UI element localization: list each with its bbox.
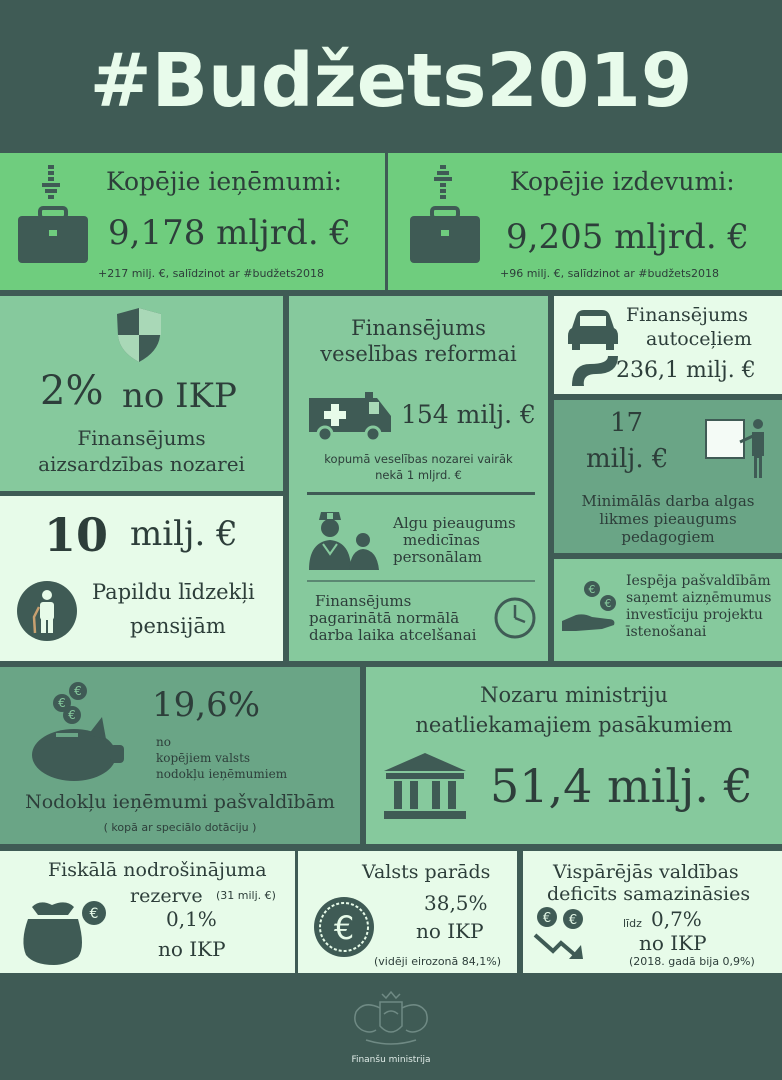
revenue-note: +217 milj. €, salīdzinot ar #budžets2018 (98, 267, 324, 280)
ministries-line2: neatliekamajiem pasākumiem (415, 713, 733, 737)
tax-panel (0, 667, 360, 844)
shield-icon (114, 306, 164, 364)
deficit-line2: deficīts samazināsies (547, 883, 751, 905)
teachers-number: 17 (610, 408, 644, 438)
debt-note: (vidēji eirozonā 84,1%) (374, 955, 501, 968)
divider (307, 492, 535, 495)
euro-symbol: € (333, 909, 355, 947)
fiscal-note: (31 milj. €) (216, 889, 276, 902)
municipal-loans-panel (554, 559, 782, 661)
defense-panel (0, 296, 283, 491)
expenditure-note: +96 milj. €, salīdzinot ar #budžets2018 (500, 267, 719, 280)
defense-pct: 2% (40, 368, 104, 414)
health-title-2: veselības reformai (320, 342, 517, 366)
divider (307, 580, 535, 582)
pensions-line2: pensijām (130, 614, 226, 638)
briefcase-icon (18, 208, 88, 263)
teachers-panel (554, 400, 782, 553)
deficit-panel (523, 851, 782, 973)
roads-line2: autoceļiem (646, 328, 752, 350)
loans-line4: īstenošanai (626, 624, 707, 640)
svg-text:€: € (89, 906, 99, 922)
loans-line1: Iespēja pašvaldībām (626, 573, 771, 589)
nurse-icon (305, 510, 383, 570)
tax-label: Nodokļu ieņēmumi pašvaldībām (25, 791, 335, 813)
fiscal-pct: 0,1% (166, 907, 217, 931)
medical-line3: personālam (393, 548, 482, 566)
clock-icon (493, 596, 537, 640)
health-note-2: nekā 1 mljrd. € (375, 468, 462, 482)
defense-line2: aizsardzības nozarei (38, 452, 245, 476)
pensions-panel (0, 496, 283, 661)
coat-of-arms-icon (346, 990, 436, 1050)
ministry-name: Finanšu ministrija (351, 1055, 431, 1065)
revenue-panel (0, 153, 385, 290)
fiscal-unit: no IKP (158, 937, 226, 961)
medical-line1: Algu pieaugums (393, 514, 516, 532)
svg-text:€: € (604, 597, 612, 610)
svg-text:€: € (568, 913, 578, 928)
teachers-line2: likmes pieaugums (599, 510, 737, 528)
health-title-1: Finansējums (351, 316, 486, 340)
revenue-label: Kopējie ieņēmumi: (106, 167, 342, 196)
purse-icon (22, 897, 112, 965)
deficit-prefix: līdz (623, 917, 642, 930)
ministries-line1: Nozaru ministriju (480, 683, 668, 707)
expenditure-amount: 9,205 mljrd. € (506, 217, 750, 257)
fiscal-panel (0, 851, 295, 973)
revenue-amount: 9,178 mljrd. € (108, 213, 352, 253)
loans-line2: saņemt aizņēmumus (626, 590, 772, 606)
roads-amount: 236,1 milj. € (616, 358, 756, 383)
teacher-board-icon (704, 416, 770, 480)
tax-sub3: nodokļu ieņēmumiem (156, 767, 288, 781)
svg-text:€: € (58, 696, 66, 710)
fiscal-line1: Fiskālā nodrošinājuma (48, 859, 267, 881)
debt-title: Valsts parāds (362, 861, 491, 883)
euro-coin-icon (312, 895, 376, 959)
ambulance-icon (307, 390, 393, 442)
tax-sub1: no (156, 735, 171, 749)
page-title: #Budžets2019 (89, 38, 693, 124)
deficit-pct: 0,7% (651, 907, 702, 931)
euro-decline-icon (531, 905, 591, 961)
pensions-unit: milj. € (130, 514, 238, 554)
teachers-unit: milj. € (586, 444, 669, 474)
tax-sub2: kopējiem valsts (156, 751, 251, 765)
work-line2: pagarinātā normālā (309, 609, 460, 627)
tax-pct: 19,6% (152, 685, 261, 725)
debt-unit: no IKP (416, 919, 484, 943)
briefcase-icon (410, 208, 480, 263)
ministries-panel (366, 667, 782, 844)
arrow-down-icon (38, 165, 64, 199)
svg-text:€: € (588, 583, 596, 596)
medical-line2: medicīnas (403, 531, 480, 549)
fiscal-line2: rezerve (130, 885, 203, 907)
piggy-bank-icon (26, 679, 128, 783)
car-road-icon (568, 310, 618, 386)
debt-panel (298, 851, 517, 973)
hand-coins-icon (562, 579, 622, 635)
pensions-number: 10 (44, 508, 109, 562)
defense-line1: Finansējums (77, 426, 206, 450)
ministries-amount: 51,4 milj. € (490, 759, 753, 813)
debt-pct: 38,5% (424, 891, 488, 915)
health-panel (289, 296, 548, 661)
svg-text:€: € (68, 708, 76, 722)
work-line3: darba laika atcelšanai (309, 626, 477, 644)
teachers-line1: Minimālās darba algas (581, 492, 755, 510)
expenditure-panel (388, 153, 782, 290)
roads-line1: Finansējums (626, 304, 748, 326)
svg-text:€: € (74, 684, 82, 698)
pensions-line1: Papildu līdzekļi (92, 580, 255, 604)
deficit-note: (2018. gadā bija 0,9%) (629, 955, 755, 968)
health-amount: 154 milj. € (401, 400, 536, 429)
roads-panel (554, 296, 782, 394)
deficit-unit: no IKP (639, 931, 707, 955)
work-line1: Finansējums (315, 592, 412, 610)
loans-line3: investīciju projektu (626, 607, 763, 623)
svg-text:€: € (542, 911, 552, 926)
health-note-1: kopumā veselības nozarei vairāk (324, 452, 513, 466)
defense-unit: no IKP (122, 376, 237, 416)
tax-note: ( kopā ar speciālo dotāciju ) (103, 821, 257, 834)
deficit-line1: Vispārējās valdības (553, 861, 739, 883)
elderly-person-icon (17, 581, 77, 641)
government-building-icon (382, 753, 468, 819)
arrow-up-icon (430, 165, 456, 199)
expenditure-label: Kopējie izdevumi: (510, 167, 735, 196)
teachers-line3: pedagogiem (621, 528, 715, 546)
